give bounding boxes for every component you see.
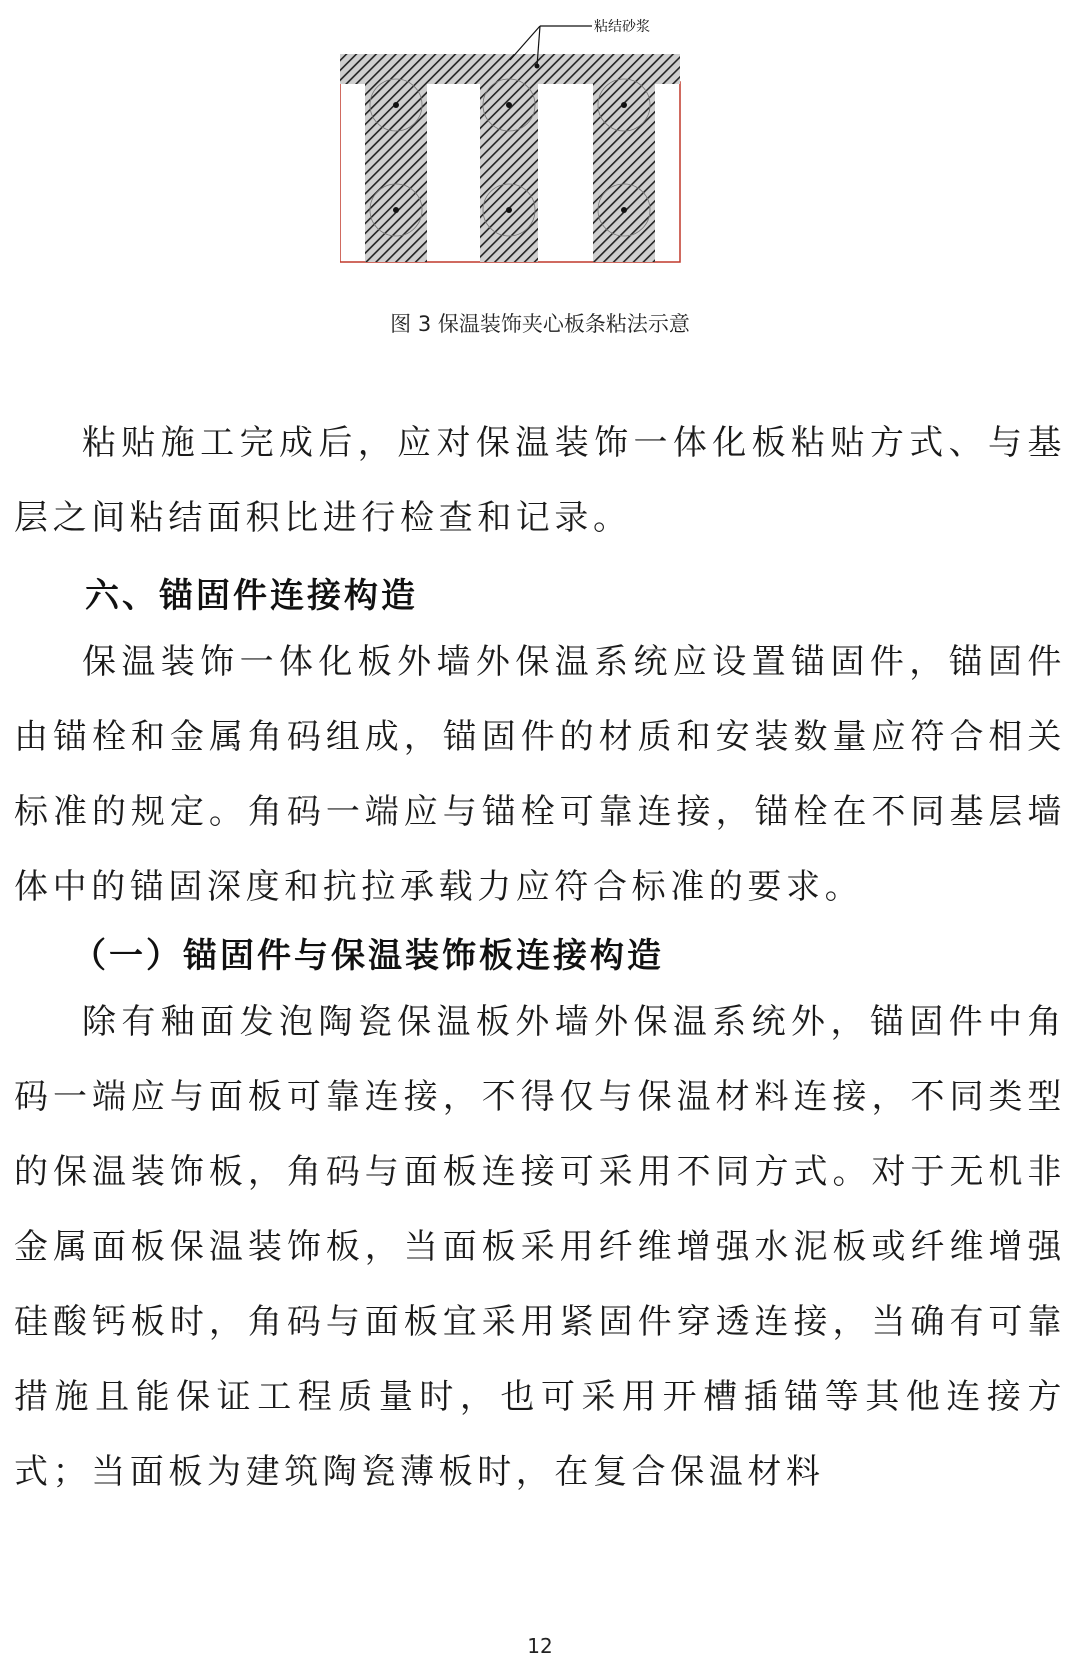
anchor-point — [621, 102, 627, 108]
subsection-heading-anchor-board-connection: （一）锚固件与保温装饰板连接构造 — [72, 936, 664, 976]
paragraph-inspection: 粘贴施工完成后，应对保温装饰一体化板粘贴方式、与基层之间粘结面积比进行检查和记录。 — [14, 423, 1066, 538]
mortar-strip-2 — [480, 84, 538, 262]
bonding-diagram-svg — [340, 0, 740, 290]
anchor-point — [506, 207, 512, 213]
callout-label: 粘结砂浆 — [594, 19, 650, 35]
page-number: 12 — [527, 1634, 553, 1658]
paragraph-angle-connection: 除有釉面发泡陶瓷保温板外墙外保温系统外，锚固件中角码一端应与面板可靠连接，不得仅与保温材料连接，不同类型的保温装饰板，角码与面板连接可采用不同方式。对于无机非金属面板保温装饰板，当面板采用纤维增强水泥板或纤维增强硅酸钙板时，角码与面板宜采用紧固件穿透连接，当确有可靠措施且能保证工程质量时，也可采用开槽插锚等其他连接方式；当面板为建筑陶瓷薄板时，在复合保温材料 — [14, 1002, 1066, 1492]
figure-caption: 图 3 保温装饰夹心板条粘法示意 — [390, 312, 690, 336]
paragraph-anchor-requirements: 保温装饰一体化板外墙外保温系统应设置锚固件，锚固件由锚栓和金属角码组成，锚固件的材质和安装数量应符合相关标准的规定。角码一端应与锚栓可靠连接，锚栓在不同基层墙体中的锚固深度和抗拉承载力应符合标准的要求。 — [14, 642, 1066, 907]
anchor-point — [393, 102, 399, 108]
figure-strip-bonding-diagram — [340, 0, 740, 290]
mortar-strip-3 — [593, 84, 655, 262]
mortar-strip-1 — [365, 84, 427, 262]
anchor-point — [506, 102, 512, 108]
section-heading-anchor-connection: 六、锚固件连接构造 — [85, 576, 418, 616]
anchor-point — [393, 207, 399, 213]
anchor-point — [621, 207, 627, 213]
